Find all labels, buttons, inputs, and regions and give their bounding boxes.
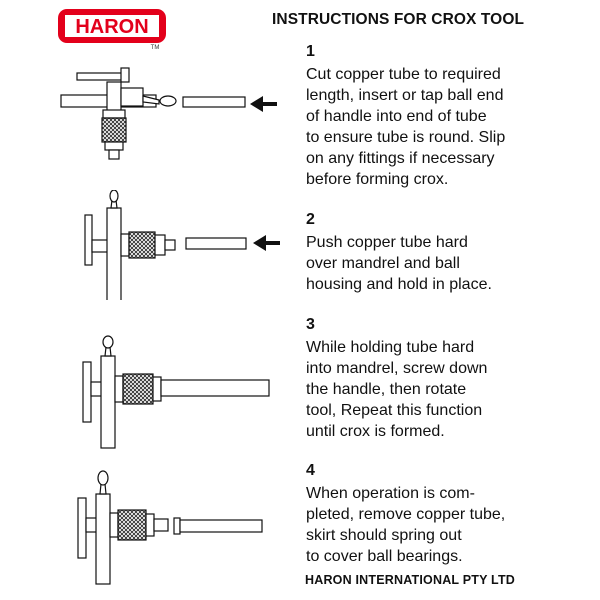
t-handle-bar [85,215,92,265]
illustration-step-1 [55,60,285,170]
step-text: While holding tube hard into mandrel, screw down the handle, then rotate tool, Repeat this function until crox is formed. [306,339,488,440]
arrow-left-icon [250,96,277,112]
step-number: 4 [306,462,315,479]
t-handle-bar [77,73,127,80]
crox-flare [174,518,180,534]
knurled-body [123,374,153,404]
step-3 [306,315,596,442]
company-footer: HARON INTERNATIONAL PTY LTD [305,573,516,587]
body-collar [115,376,123,402]
handle-bar [96,494,110,584]
step-1 [306,42,596,190]
illustration-step-3 [75,330,275,450]
ball-end [103,336,113,348]
handle-bar [107,208,121,300]
haron-logo [57,8,167,50]
body-end [146,514,154,536]
t-handle-bar [83,362,91,422]
step-number: 3 [306,316,315,333]
copper-tube [180,520,262,532]
tool-collar [121,88,143,106]
knurled-body [102,118,126,142]
page-title: INSTRUCTIONS FOR CROX TOOL [272,11,525,28]
knurled-body [129,232,155,258]
body-collar [110,513,118,537]
arrow-left-icon [253,235,280,251]
t-handle-end [121,68,129,82]
step-4 [306,461,596,567]
ball-end [160,96,176,106]
body-top [103,110,125,118]
t-handle-bar [78,498,86,558]
step-text: When operation is com- pleted, remove copper tube, skirt should spring out to cover ball bearings. [306,485,506,565]
copper-tube [186,238,246,249]
copper-tube [161,380,269,396]
copper-tube [183,97,245,107]
knurled-body [118,510,146,540]
step-text: Push copper tube hard over mandrel and ball housing and hold in place. [306,234,492,293]
logo-brand: HARON [75,16,149,38]
illustration-step-4 [70,466,270,586]
body-end [153,377,161,401]
body-base [105,142,123,150]
step-text: Cut copper tube to required length, insert or tap ball end of handle into end of tube to ensure tube is round. Slip on any fittings if necessary before forming crox. [306,66,506,188]
step-2 [306,210,596,295]
step-number: 1 [306,43,315,60]
mandrel [165,240,175,250]
body-collar [121,234,129,256]
mandrel [154,519,168,531]
logo-tm: TM [150,45,160,50]
step-number: 2 [306,211,315,228]
illustration-step-2 [70,190,285,300]
tool-stem [107,82,121,112]
mandrel [109,150,119,159]
handle-bar [101,356,115,448]
ball-end [98,471,108,485]
ball-end [110,190,118,202]
body-end [155,235,165,255]
